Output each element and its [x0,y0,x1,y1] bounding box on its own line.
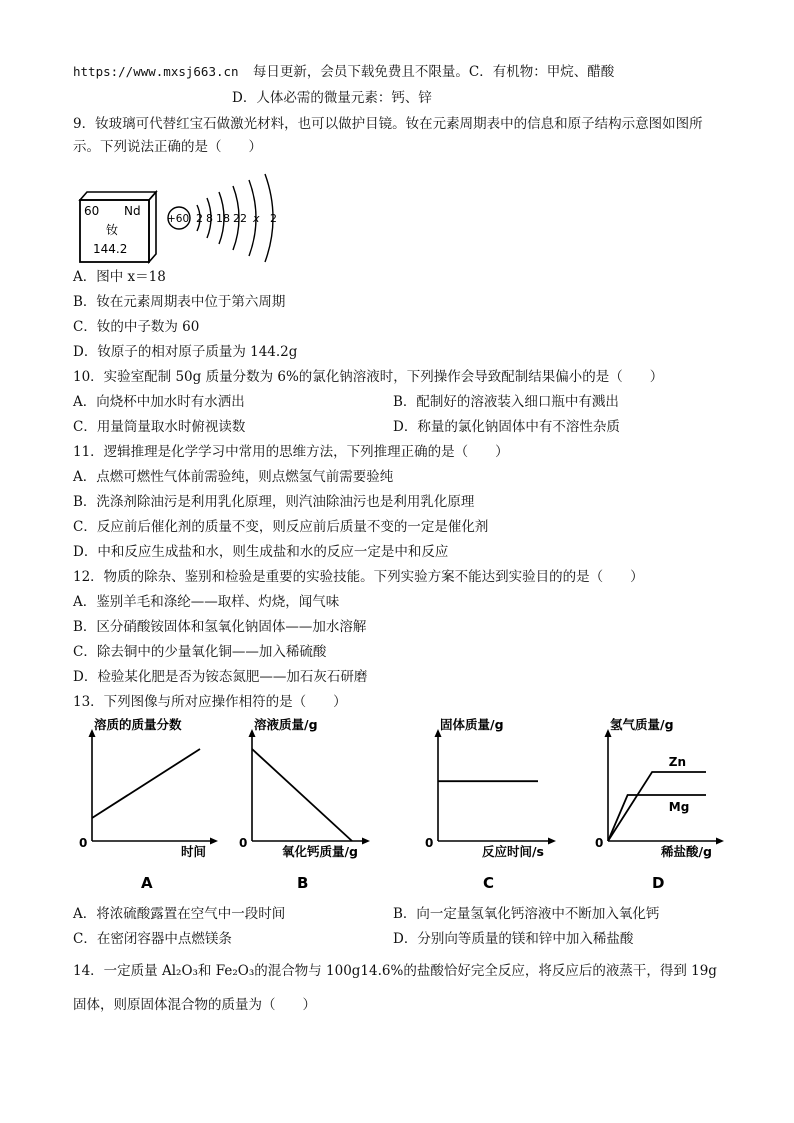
shell-1-count: 2 [196,212,203,225]
q9-option-a: A．图中 x＝18 [73,269,166,285]
graph-a-origin: 0 [79,836,88,850]
q10-option-d: D．称量的氯化钠固体中有不溶性杂质 [393,419,620,435]
graph-b-x-arrow [362,838,370,845]
q12-option-b: B．区分硝酸铵固体和氢氧化钠固体——加水溶解 [73,619,367,635]
graph-d-origin: 0 [595,836,604,850]
nucleus-charge: +60 [167,213,190,225]
q13-option-b: B．向一定量氢氧化钙溶液中不断加入氧化钙 [393,906,660,922]
q9-option-c: C．钕的中子数为 60 [73,319,200,335]
q12-option-a: A．鉴别羊毛和涤纶——取样、灼烧，闻气味 [73,594,340,610]
q10-option-c: C．用量筒量取水时俯视读数 [73,419,246,435]
element-card [80,192,156,262]
graph-a-panel-label: A [141,874,153,892]
q13-graphs [70,718,730,896]
graph-b-x-label: 氧化钙质量/g [281,844,358,859]
graph-c-panel-label: C [483,874,495,892]
q12-option-d: D．检验某化肥是否为铵态氮肥——加石灰石研磨 [73,669,368,685]
q13-option-c: C．在密闭容器中点燃镁条 [73,931,232,947]
q13-option-d: D．分别向等质量的镁和锌中加入稀盐酸 [393,931,634,947]
atomic-mass: 144.2 [93,242,128,256]
graph-d-series-label-mg: Mg [668,800,690,814]
q11-option-b: B．洗涤剂除油污是利用乳化原理，则汽油除油污也是利用乳化原理 [73,494,475,510]
shell-4-count: 22 [233,212,247,225]
graph-b-series-0 [252,749,352,841]
graph-a-x-arrow [210,838,218,845]
graph-c-y-label: 固体质量/g [440,718,504,732]
graph-b-y-label: 溶液质量/g [254,718,318,732]
q14-line-1: 14．一定质量 Al₂O₃和 Fe₂O₃的混合物与 100g14.6%的盐酸恰好完全反应，将反应后的液蒸干，得到 19g [73,963,717,979]
q10-option-a: A．向烧杯中加水时有水洒出 [73,394,245,410]
graph-d-x-label: 稀盐酸/g [660,844,712,859]
shell-3-count: 18 [216,212,230,225]
q9-stem-1: 9．钕玻璃可代替红宝石做激光材料，也可以做护目镜。钕在元素周期表中的信息和原子结构示意图如图所 [73,116,703,132]
q11-stem: 11．逻辑推理是化学学习中常用的思维方法，下列推理正确的是（ ） [73,444,509,460]
shell-2-count: 8 [206,212,213,225]
graph-d-series-label-zn: Zn [668,755,687,769]
q13-stem: 13．下列图像与所对应操作相符的是（ ） [73,694,347,710]
q10-option-b: B．配制好的溶液装入细口瓶中有溅出 [393,394,619,410]
q14-line-2: 固体，则原固体混合物的质量为（ ） [73,997,316,1013]
element-name: 钕 [106,223,119,237]
q11-option-c: C．反应前后催化剂的质量不变，则反应前后质量不变的一定是催化剂 [73,519,489,535]
graph-b-origin: 0 [239,836,248,850]
graph-a-y-label: 溶质的质量分数 [94,718,182,732]
graph-d-x-arrow [716,838,724,845]
q9-figure [73,162,293,267]
graph-a-x-label: 时间 [180,844,206,859]
shell-5-count: x [253,212,260,225]
q9-option-d: D．钕原子的相对原子质量为 144.2g [73,344,298,360]
q8-option-d: D．人体必需的微量元素：钙、锌 [232,90,432,106]
site-notice: 每日更新，会员下载免费且不限量。 [252,64,469,80]
q11-option-a: A．点燃可燃性气体前需验纯，则点燃氢气前需要验纯 [73,469,394,485]
graph-c-x-label: 反应时间/s [481,844,544,859]
q12-stem: 12．物质的除杂、鉴别和检验是重要的实验技能。下列实验方案不能达到实验目的的是（ ） [73,569,644,585]
q12-option-c: C．除去铜中的少量氧化铜——加入稀硫酸 [73,644,327,660]
atomic-number: 60 [84,204,100,218]
graph-a-series-0 [92,749,200,818]
q9-stem-2: 示。下列说法正确的是（ ） [73,139,262,155]
header-line [73,63,614,81]
graph-c-x-arrow [548,838,556,845]
graph-d-panel-label: D [652,874,665,892]
q9-option-b: B．钕在元素周期表中位于第六周期 [73,294,286,310]
q10-stem: 10．实验室配制 50g 质量分数为 6%的氯化钠溶液时，下列操作会导致配制结果偏小的是（ ） [73,369,664,385]
graph-d-y-label: 氢气质量/g [610,718,674,732]
atom-diagram [167,174,277,262]
q13-option-a: A．将浓硫酸露置在空气中一段时间 [73,906,286,922]
graph-b-panel-label: B [297,874,309,892]
element-symbol: Nd [124,204,141,218]
q8-option-c: C．有机物：甲烷、醋酸 [468,64,615,80]
q11-option-d: D．中和反应生成盐和水，则生成盐和水的反应一定是中和反应 [73,544,449,560]
source-url[interactable]: https://www.mxsj663.cn [73,64,239,79]
graph-c-origin: 0 [425,836,434,850]
shell-6-count: 2 [270,212,277,225]
